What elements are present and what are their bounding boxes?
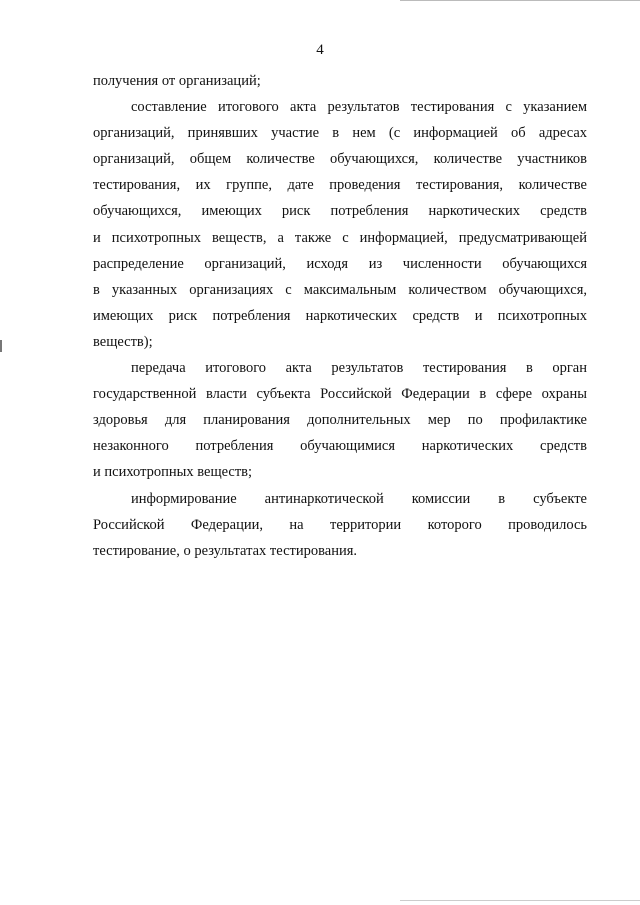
text-line: обучающихся, имеющих риск потребления наркотических средств — [93, 203, 587, 220]
text-line: получения от организаций; — [93, 73, 261, 89]
text-line: передача итогового акта результатов тестирования в орган — [131, 360, 587, 377]
scan-edge-top — [400, 0, 640, 1]
paragraph — [93, 94, 587, 355]
text-line: и психотропных веществ, а также с информацией, предусматривающей — [93, 229, 587, 246]
text-line: незаконного потребления обучающимися наркотических средств — [93, 438, 587, 455]
text-line: Российской Федерации, на территории которого проводилось — [93, 516, 587, 533]
text-line: тестирования, их группе, дате проведения тестирования, количестве — [93, 177, 587, 194]
text-line: в указанных организациях с максимальным количеством обучающихся, — [93, 281, 587, 298]
document-body — [93, 68, 587, 564]
text-line: распределение организаций, исходя из численности обучающихся — [93, 255, 587, 272]
paragraph — [93, 355, 587, 485]
paragraph — [93, 486, 587, 564]
text-line: тестирование, о результатах тестирования. — [93, 542, 358, 559]
text-line: составление итогового акта результатов тестирования с указанием — [131, 99, 587, 116]
paragraph — [93, 68, 587, 94]
page-number: 4 — [316, 42, 324, 58]
text-line: информирование антинаркотической комиссии в субъекте — [131, 490, 587, 507]
text-line: имеющих риск потребления наркотических средств и психотропных — [93, 307, 587, 324]
scan-edge-bottom — [400, 900, 640, 901]
scan-mark — [0, 340, 2, 352]
text-line: веществ); — [93, 333, 153, 350]
text-line: и психотропных веществ; — [93, 464, 253, 481]
text-line: организаций, принявших участие в нем (с информацией об адресах — [93, 125, 587, 142]
text-line: здоровья для планирования дополнительных мер по профилактике — [93, 412, 587, 429]
text-line: государственной власти субъекта Российской Федерации в сфере охраны — [93, 386, 587, 403]
text-line: организаций, общем количестве обучающихся, количестве участников — [93, 151, 587, 168]
